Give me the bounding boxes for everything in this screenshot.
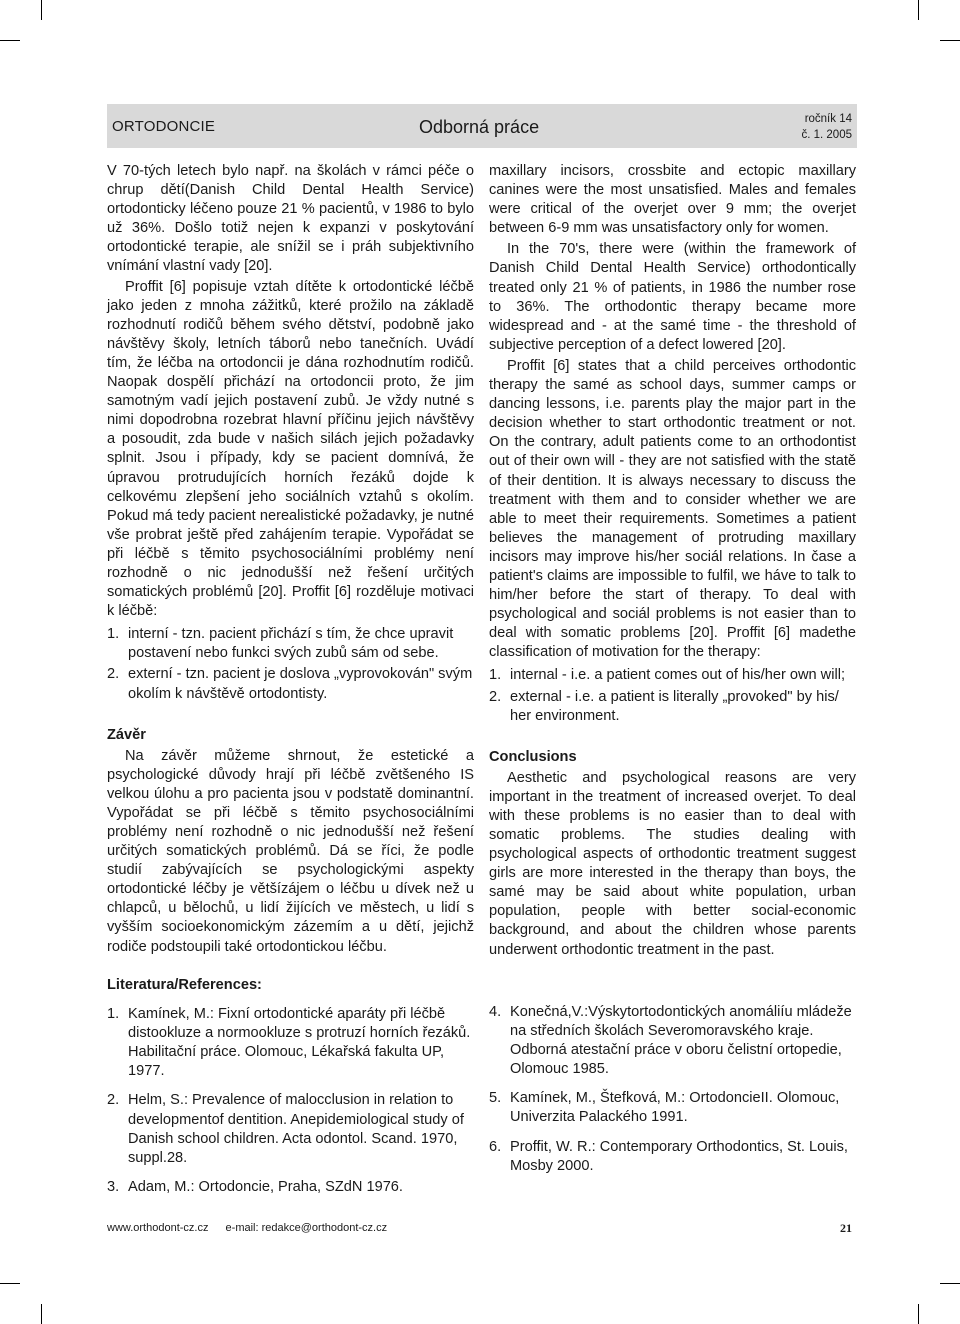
reference-number: 4. bbox=[489, 1004, 502, 1020]
list-text: externí - tzn. pacient je doslova „vyprovokován" svým okolím k návštěvě ortodontisty. bbox=[128, 666, 473, 702]
references-left bbox=[107, 976, 474, 1207]
references-right bbox=[489, 1003, 856, 1186]
reference-number: 6. bbox=[489, 1138, 502, 1155]
reference-number: 1. bbox=[107, 1006, 120, 1023]
reference-text: Kamínek, M.: Fixní ortodontické aparáty při léčbě distookluze a normookluze s protruzí horních řezáků. Habilitační práce. Olomouc, Lékařská fakulta UP, 1977. bbox=[128, 1006, 471, 1080]
reference-number: 3. bbox=[107, 1178, 120, 1195]
crop-mark bbox=[918, 0, 919, 20]
crop-mark bbox=[940, 1283, 960, 1284]
list-item bbox=[107, 665, 474, 703]
paragraph: Proffit [6] popisuje vztah dítěte k ortodontické léčbě jako jeden z mnoha zážitků, které prožilo na základě rozhodnutí rodičů během svého dětství, podobně jako návštěvy školy, letních táborů nebo tanečních. Uvádí tím, že léčba na ortodoncii je dána rozhodnutím rodičů. Naopak dospělí přichází na ortodoncii proto, že jim samotným vadí jejich postavení zubů. Je vždy nutné s nimi dopodrobna rozebrat hlavní příčinu jejich návštěvy a posoudit, zda bude v našich silách jejich požadavky splnit. Jsou i případy, kdy se pacient domnívá, že úpravou protrudujících horních řezáků dojde k celkovému zlepšení jeho sociálních vztahů s okolím. Pokud má tedy pacient nerealistické požadavky, je nutné vše probrat ještě před zahájením terapie. Vypořádat se při léčbě s těmito psychosociálními problémy není rozhodně o nic jednodušší než řešení určitých somatických problémů [20]. Proffit [6] rozděluje motivaci k léčbě: bbox=[107, 278, 474, 620]
reference-text: Konečná,V.:Výskytortodontických anomáliíu mládeže na středních školách Severomoravského kraje. Odborná atestační práce v oboru čelistní ortopedie, Olomouc 1985. bbox=[510, 1004, 852, 1078]
reference-text: Helm, S.: Prevalence of malocclusion in relation to developmentof dentition. Anepidemiological study of Danish school children. Acta odontol. Scand. 1970, suppl.28. bbox=[128, 1092, 464, 1166]
crop-mark bbox=[940, 40, 960, 41]
reference-text: Adam, M.: Ortodoncie, Praha, SZdN 1976. bbox=[128, 1178, 403, 1195]
footer-contact bbox=[107, 1222, 401, 1234]
section-label: ORTODONCIE bbox=[112, 118, 216, 135]
list-text: interní - tzn. pacient přichází s tím, že chce upravit postavení nebo funkci svých zubů sám od sebe. bbox=[128, 626, 454, 662]
paragraph: maxillary incisors, crossbite and ectopic maxillary canines were the most unsatisfied. Males and females were critical of the overjet over 9 mm; the overjet between 6-9 mm was unsatisfactory only for women. bbox=[489, 163, 856, 237]
volume-label: ročník 14 bbox=[804, 113, 852, 125]
left-column bbox=[107, 162, 474, 957]
crop-mark bbox=[41, 1304, 42, 1324]
paragraph: Na závěr můžeme shrnout, že estetické a psychologické důvody hrají při léčbě zvětšeného IS velkou úlohu a pro pacienta jsou v podstatě dominantní. Vypořádat se při léčbě s těmito psychosociálními problémy není rozhodně o nic jednodušší než řešení určitých somatických problémů. Dá se říci, že podle studií zabývajících se psychologickými aspekty ortodontické léčby je většízájem o léčbu u dívek než u chlapců, u bělochů, u lidí žijících ve městech, u lidí s vyšším socioekonomickým zázemím a u dětí, jejichž rodiče podstoupili také ortodontickou léčbu. bbox=[107, 747, 474, 955]
list-text: external - i.e. a patient is literally „provoked" by his/ her environment. bbox=[510, 688, 839, 724]
list-number: 1. bbox=[107, 626, 120, 643]
list-number: 2. bbox=[489, 688, 502, 705]
crop-mark bbox=[41, 0, 42, 20]
reference-item bbox=[489, 1138, 856, 1176]
reference-item bbox=[107, 1005, 474, 1081]
paragraph: Aesthetic and psychological reasons are very important in the treatment of increased overjet. To deal with these problems is no easier than to deal with somatic problems. The studies dealing with psychological aspects of orthodontic treatment suggest girls are more interested in the therapy than boys, the samé may be said about white population, urban population, people with better social-economic background, and about the children whose parents underwent orthodontic treatment in the past. bbox=[489, 769, 856, 958]
reference-item bbox=[107, 1178, 474, 1197]
list-item bbox=[489, 666, 856, 685]
list-number: 1. bbox=[489, 667, 502, 684]
crop-mark bbox=[0, 1283, 20, 1284]
references-heading: Literatura/References: bbox=[107, 977, 262, 993]
email-link[interactable]: e-mail: redakce@orthodont-cz.cz bbox=[225, 1222, 388, 1234]
website-link[interactable]: www.orthodont-cz.cz bbox=[107, 1222, 209, 1234]
reference-number: 5. bbox=[489, 1090, 502, 1107]
reference-text: Kamínek, M., Štefková, M.: OrtodoncieII. Olomouc, Univerzita Palackého 1991. bbox=[510, 1090, 840, 1126]
reference-text: Proffit, W. R.: Contemporary Orthodontics, St. Louis, Mosby 2000. bbox=[510, 1138, 848, 1174]
reference-item bbox=[489, 1089, 856, 1127]
section-heading: Závěr bbox=[107, 726, 146, 743]
list-number: 2. bbox=[107, 666, 120, 683]
paragraph: V 70-tých letech bylo např. na školách v rámci péče o chrup dětí(Danish Child Dental Health Service) ortodonticky léčeno pouze 21 % pacientů, v 1986 to bylo už 36%. Došlo totiž nejen k expanzi v poskytování ortodontické terapie, ale snížil se i práh subjektivního vnímání vlastní vady [20]. bbox=[107, 163, 474, 275]
crop-mark bbox=[918, 1304, 919, 1324]
page-number: 21 bbox=[840, 1221, 852, 1235]
reference-item bbox=[107, 1091, 474, 1167]
section-heading: Conclusions bbox=[489, 748, 577, 765]
right-column bbox=[489, 162, 856, 960]
page-title: Odborná práce bbox=[419, 117, 540, 137]
issue-label: č. 1. 2005 bbox=[801, 129, 852, 141]
issue-info bbox=[801, 111, 852, 143]
list-text: internal - i.e. a patient comes out of his/her own will; bbox=[510, 667, 846, 684]
list-item bbox=[489, 688, 856, 726]
crop-mark bbox=[0, 40, 20, 41]
list-item bbox=[107, 625, 474, 663]
paragraph: In the 70's, there were (within the framework of Danish Child Dental Health Service) orthodontically treated only 21 % of patients, in 1986 the number rose to 36%. The orthodontic therapy became more widespread and - at the samé time - the threshold of subjective perception of a defect lowered [20]. bbox=[489, 241, 856, 353]
reference-item bbox=[489, 1003, 856, 1079]
reference-number: 2. bbox=[107, 1092, 120, 1109]
paragraph: Proffit [6] states that a child perceives orthodontic therapy the samé as school days, summer camps or dancing lessons, i.e. parents play the major part in the decision whether to start orthodontic treatment or not. On the contrary, adult patients come to an orthodontist out of their own will - they are not satisfied with the statě of their dentition. It is always necessary to discuss the treatment with them and to consider whether we are able to meet their requirements. Sometimes a patient believes the management of protruding maxillary incisors may improve his/her sociál relations. In čase a patient's claims are impossible to fulfil, we háve to talk to him/her before the start of therapy. To deal with psychological and sociál problems is not easier than to deal with somatic problems [20]. Proffit [6] madethe classification of motivation for the therapy: bbox=[489, 357, 856, 661]
